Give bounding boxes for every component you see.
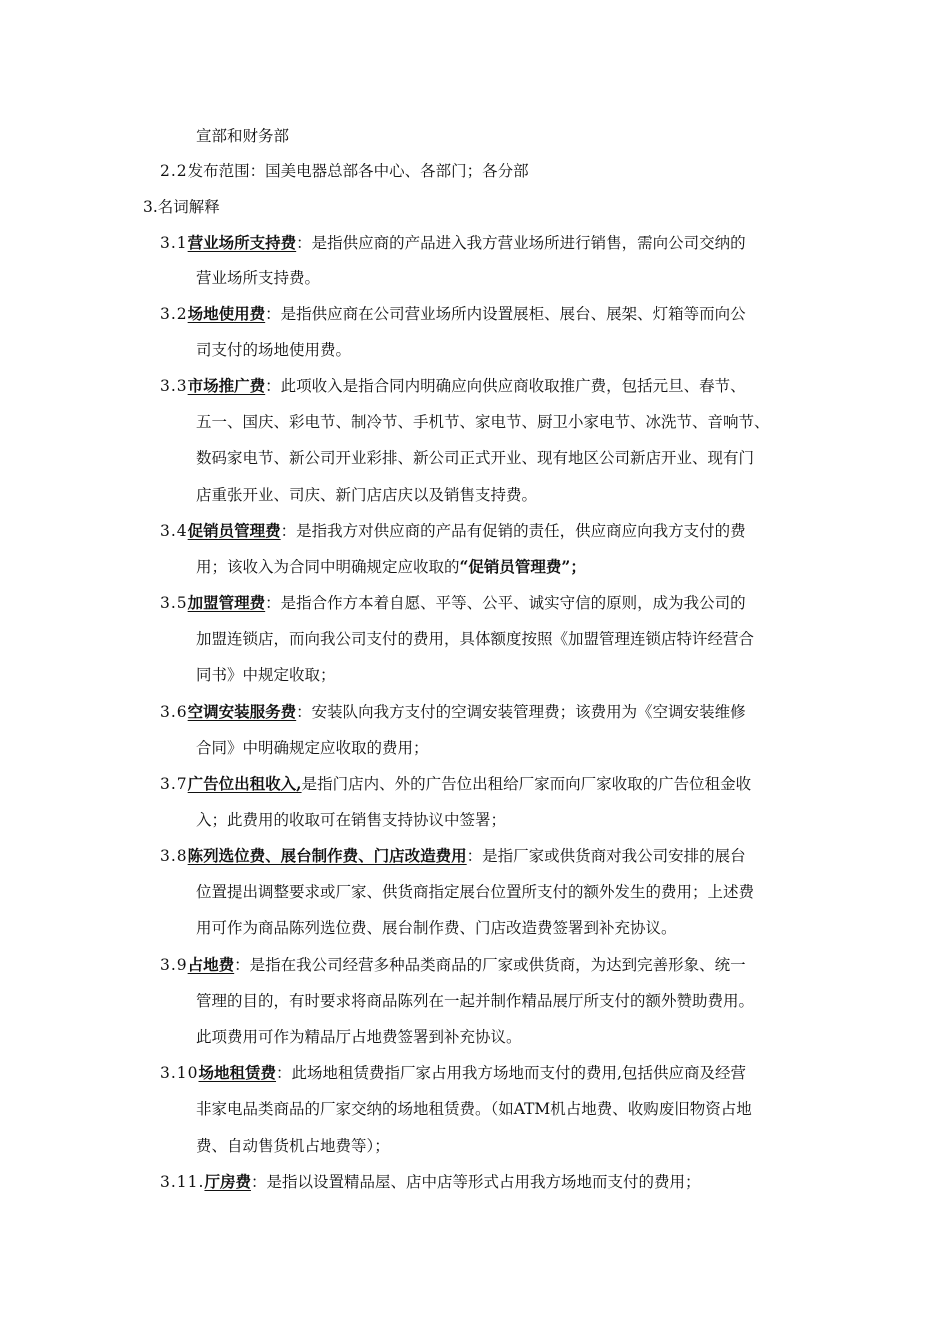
section-text: ：是指我方对供应商的产品有促销的责任，供应商应向我方支付的费 <box>280 522 746 540</box>
term-label: 空调安装服务费 <box>187 702 297 721</box>
section-text: ：是指以设置精品屋、店中店等形式占用我方场地而支付的费用； <box>250 1173 701 1191</box>
text-line: 司支付的场地使用费。 <box>196 341 352 359</box>
text-line: 同书》中规定收取； <box>196 666 336 684</box>
section-3-8 <box>160 846 746 866</box>
section-text: ：是指厂家或供货商对我公司安排的展台 <box>466 847 746 865</box>
text-line: 用可作为商品陈列选位费、展台制作费、门店改造费签署到补充协议。 <box>196 919 677 937</box>
text-line: 合同》中明确规定应收取的费用； <box>196 739 429 757</box>
section-text: ：此场地租赁费指厂家占用我方场地而支付的费用,包括供应商及经营 <box>276 1064 746 1082</box>
section-number: 3.9 <box>160 956 188 974</box>
section-text: 发布范围：国美电器总部各中心、各部门；各分部 <box>187 162 529 180</box>
section-text: ：是指供应商的产品进入我方营业场所进行销售，需向公司交纳的 <box>296 234 746 252</box>
text-line: 店重张开业、司庆、新门店店庆以及销售支持费。 <box>196 486 538 504</box>
section-3-2 <box>160 304 746 324</box>
section-text: ：是指合作方本着自愿、平等、公平、诚实守信的原则，成为我公司的 <box>265 594 746 612</box>
term-label: 场地租赁费 <box>198 1063 277 1082</box>
section-number: 3.4 <box>160 522 188 540</box>
text-segment: 用；该收入为合同中明确规定应收取的 <box>196 558 460 576</box>
term-label: 占地费 <box>187 955 235 974</box>
text-line: 加盟连锁店，而向我公司支付的费用，具体额度按照《加盟管理连锁店特许经营合 <box>196 630 755 648</box>
section-3-1 <box>160 233 746 253</box>
section-text: 是指门店内、外的广告位出租给厂家而向厂家收取的广告位租金收 <box>301 775 752 793</box>
text-line: 此项费用可作为精品厅占地费签署到补充协议。 <box>196 1028 522 1046</box>
term-label: 加盟管理费 <box>187 593 266 612</box>
heading-definitions: 3.名词解释 <box>143 198 220 216</box>
term-label: 促销员管理费 <box>187 521 281 540</box>
text-line: 数码家电节、新公司开业彩排、新公司正式开业、现有地区公司新店开业、现有门 <box>196 449 755 467</box>
section-number: 3.2 <box>160 305 188 323</box>
section-3-11 <box>160 1172 700 1192</box>
term-label: 广告位出租收入, <box>187 774 302 793</box>
section-3-7 <box>160 774 751 794</box>
term-label: 场地使用费 <box>187 304 266 323</box>
section-text: ：此项收入是指合同内明确应向供应商收取推广费，包括元旦、春节、 <box>265 377 746 395</box>
section-text: ：安装队向我方支付的空调安装管理费；该费用为《空调安装维修 <box>296 703 746 721</box>
section-3-4 <box>160 521 746 541</box>
section-text: ：是指在我公司经营多种品类商品的厂家或供货商，为达到完善形象、统一 <box>234 956 746 974</box>
text-line: 非家电品类商品的厂家交纳的场地租赁费。（如ATM机占地费、收购废旧物资占地 <box>196 1100 752 1118</box>
term-label: 市场推广费 <box>187 376 266 395</box>
text-line: 营业场所支持费。 <box>196 269 321 287</box>
section-3-5 <box>160 593 746 613</box>
section-number: 3.10 <box>160 1064 199 1082</box>
text-line: 费、自动售货机占地费等）； <box>196 1137 390 1155</box>
text-line: 入；此费用的收取可在销售支持协议中签署； <box>196 811 507 829</box>
section-number: 3.5 <box>160 594 188 612</box>
text-line: 宣部和财务部 <box>196 127 290 145</box>
section-number: 3.6 <box>160 703 188 721</box>
section-2-2 <box>160 161 529 181</box>
section-text: ：是指供应商在公司营业场所内设置展柜、展台、展架、灯箱等而向公 <box>265 305 746 323</box>
section-number: 3.3 <box>160 377 188 395</box>
section-3-10 <box>160 1063 746 1083</box>
text-line <box>196 557 586 577</box>
term-label: 营业场所支持费 <box>187 233 297 252</box>
section-3-3 <box>160 376 746 396</box>
section-number: 2.2 <box>160 162 188 180</box>
section-number: 3.11. <box>160 1173 205 1191</box>
text-line: 五一、国庆、彩电节、制冷节、手机节、家电节、厨卫小家电节、冰洗节、音响节、 <box>196 413 770 431</box>
term-label: 陈列选位费、展台制作费、门店改造费用 <box>187 846 467 865</box>
section-number: 3.7 <box>160 775 188 793</box>
text-line: 管理的目的，有时要求将商品陈列在一起并制作精品展厅所支付的额外赞助费用。 <box>196 992 755 1010</box>
section-3-9 <box>160 955 746 975</box>
bold-term: “促销员管理费”； <box>459 557 586 576</box>
section-3-6 <box>160 702 746 722</box>
section-number: 3.1 <box>160 234 188 252</box>
section-number: 3.8 <box>160 847 188 865</box>
term-label: 厅房费 <box>204 1172 251 1191</box>
text-line: 位置提出调整要求或厂家、供货商指定展台位置所支付的额外发生的费用；上述费 <box>196 883 755 901</box>
